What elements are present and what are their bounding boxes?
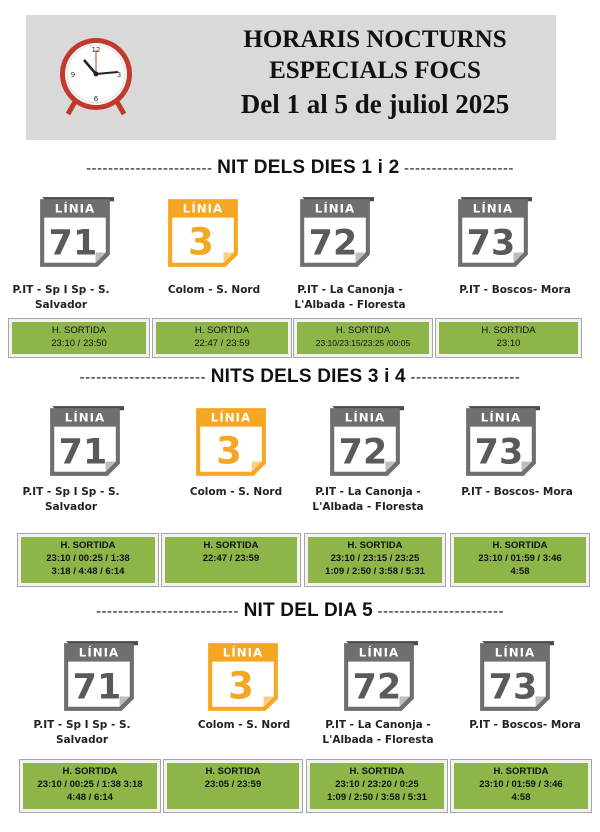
departure-times-box (20, 760, 160, 812)
line-73-badge (462, 402, 540, 480)
line-3-badge (164, 193, 242, 271)
badge-number: 71 (72, 667, 122, 708)
badge-number: 73 (466, 223, 516, 264)
badge-label: LÍNIA (314, 201, 356, 216)
route-line-1: P.IT - La Canonja - (325, 719, 431, 731)
route-line-2: Salvador (55, 734, 109, 746)
badge-number: 71 (58, 432, 108, 473)
line-71-badge (60, 637, 138, 715)
line-73-badge (454, 193, 532, 271)
badge-number: 3 (188, 220, 214, 264)
svg-text:6: 6 (93, 95, 99, 103)
route-text (176, 485, 296, 500)
departure-times-1: 23:10 / 00:25 / 1:38 (46, 553, 130, 564)
departure-times-box (164, 760, 302, 812)
route-text (440, 283, 590, 298)
badge-label: LÍNIA (494, 645, 536, 660)
badge-label: LÍNIA (358, 645, 400, 660)
route-text (22, 485, 120, 515)
departure-times-box (436, 319, 581, 357)
line-72-badge (340, 637, 418, 715)
route-text (316, 718, 440, 748)
departure-times-2: 4:58 (511, 792, 531, 803)
route-line-1: P.IT - La Canonja - (315, 486, 421, 498)
route-text (306, 485, 430, 515)
badge-number: 73 (474, 432, 524, 473)
departure-times-box (294, 319, 432, 357)
badge-label: LÍNIA (344, 410, 386, 425)
section-title: NIT DEL DIA 5 (243, 600, 373, 621)
departure-label: H. SORTIDA (492, 540, 548, 551)
departure-times-2: 4:58 (510, 566, 530, 577)
line-73-badge (476, 637, 554, 715)
route-line-1: P.IT - Boscos- Mora (461, 486, 573, 498)
route-text (280, 283, 420, 313)
departure-times-1: 23:05 / 23:59 (204, 779, 262, 790)
badge-label: LÍNIA (210, 410, 252, 425)
route-line-1: Colom - S. Nord (167, 284, 261, 296)
heading-dashes-left: ----------------------- (86, 160, 218, 177)
departure-times-1: 23:10/23:15/23:25 /00:05 (315, 338, 411, 348)
section-title: NITS DELS DIES 3 i 4 (210, 366, 406, 387)
route-line-1: P.IT - Sp I Sp - S. (22, 486, 120, 498)
departure-label: H. SORTIDA (493, 766, 549, 777)
route-line-1: Colom - S. Nord (189, 486, 283, 498)
route-line-2: L'Albada - Floresta (294, 299, 406, 311)
departure-times-box (451, 534, 589, 586)
route-line-1: P.IT - Sp I Sp - S. (33, 719, 131, 731)
badge-number: 71 (48, 223, 98, 264)
departure-label: H. SORTIDA (62, 766, 118, 777)
heading-dashes-left: -------------------------- (96, 603, 244, 620)
departure-label: H. SORTIDA (481, 325, 536, 336)
departure-label: H. SORTIDA (203, 540, 259, 551)
departure-times-2: 1:09 / 2:50 / 3:58 / 5:31 (327, 792, 427, 803)
alarm-clock-icon (46, 22, 146, 122)
departure-times-1: 23:10 / 23:20 / 0:25 (335, 779, 419, 790)
line-3-badge (204, 637, 282, 715)
badge-number: 72 (308, 223, 358, 264)
departure-label: H. SORTIDA (335, 325, 391, 336)
departure-label: H. SORTIDA (194, 325, 250, 336)
route-line-1: P.IT - La Canonja - (297, 284, 403, 296)
departure-times-box (307, 760, 447, 812)
departure-times-1: 23:10 / 01:59 / 3:46 (479, 779, 563, 790)
section-heading (0, 157, 600, 179)
route-line-1: P.IT - Sp I Sp - S. (12, 284, 110, 296)
departure-times-2: 3:18 / 4:48 / 6:14 (51, 566, 125, 577)
badge-label: LÍNIA (54, 201, 96, 216)
departure-times-box (305, 534, 445, 586)
section-heading (0, 366, 600, 388)
departure-times-box (451, 760, 591, 812)
heading-dashes-right: -------------------- (399, 160, 514, 177)
title-line-2: ESPECIALS FOCS (269, 57, 481, 84)
departure-times-1: 23:10 / 00:25 / 1:38 3:18 (37, 779, 143, 790)
route-line-1: P.IT - Boscos- Mora (459, 284, 571, 296)
svg-text:3: 3 (116, 71, 122, 79)
route-line-2: L'Albada - Floresta (312, 501, 424, 513)
route-line-2: Salvador (44, 501, 98, 513)
departure-label: H. SORTIDA (349, 766, 405, 777)
line-72-badge (296, 193, 374, 271)
badge-number: 72 (352, 667, 402, 708)
title-line-1: HORARIS NOCTURNS (243, 26, 507, 53)
title-line-3: Del 1 al 5 de juliol 2025 (240, 89, 510, 119)
badge-label: LÍNIA (78, 645, 120, 660)
badge-number: 3 (228, 664, 254, 708)
route-text (12, 283, 110, 313)
badge-label: LÍNIA (472, 201, 514, 216)
departure-times-1: 23:10 / 23:15 / 23:25 (330, 553, 420, 564)
heading-dashes-right: -------------------- (405, 369, 521, 386)
badge-number: 72 (338, 432, 388, 473)
badge-label: LÍNIA (222, 645, 264, 660)
badge-label: LÍNIA (182, 201, 224, 216)
badge-number: 3 (216, 429, 242, 473)
departure-times-box (18, 534, 158, 586)
heading-dashes-left: ----------------------- (79, 369, 211, 386)
departure-times-2: 4:48 / 6:14 (67, 792, 113, 803)
route-text (452, 485, 582, 500)
section-heading (0, 600, 600, 622)
route-text (32, 718, 132, 748)
route-line-1: P.IT - Boscos- Mora (469, 719, 581, 731)
departure-times-box (153, 319, 291, 357)
badge-number: 73 (488, 667, 538, 708)
heading-dashes-right: ----------------------- (372, 603, 504, 620)
svg-text:9: 9 (70, 71, 76, 79)
line-71-badge (46, 402, 124, 480)
departure-times-1: 23:10 / 23:50 (51, 338, 107, 349)
line-71-badge (36, 193, 114, 271)
departure-times-1: 23:10 / 01:59 / 3:46 (478, 553, 562, 564)
section-title: NIT DELS DIES 1 i 2 (217, 157, 400, 178)
route-text (184, 718, 304, 733)
departure-label: H. SORTIDA (60, 540, 116, 551)
departure-times-1: 22:47 / 23:59 (194, 338, 250, 349)
line-72-badge (326, 402, 404, 480)
departure-times-box (162, 534, 300, 586)
departure-times-1: 23:10 (496, 338, 521, 349)
route-text (150, 283, 278, 298)
badge-label: LÍNIA (480, 410, 522, 425)
svg-text:12: 12 (91, 46, 101, 54)
route-line-1: Colom - S. Nord (197, 719, 291, 731)
badge-label: LÍNIA (64, 410, 106, 425)
route-text (460, 718, 590, 733)
departure-times-box (9, 319, 149, 357)
route-line-2: L'Albada - Floresta (322, 734, 434, 746)
route-line-2: Salvador (34, 299, 88, 311)
line-3-badge (192, 402, 270, 480)
departure-times-2: 1:09 / 2:50 / 3:58 / 5:31 (325, 566, 425, 577)
departure-label: H. SORTIDA (205, 766, 261, 777)
departure-label: H. SORTIDA (51, 325, 107, 336)
departure-label: H. SORTIDA (347, 540, 403, 551)
departure-times-1: 22:47 / 23:59 (202, 553, 260, 564)
